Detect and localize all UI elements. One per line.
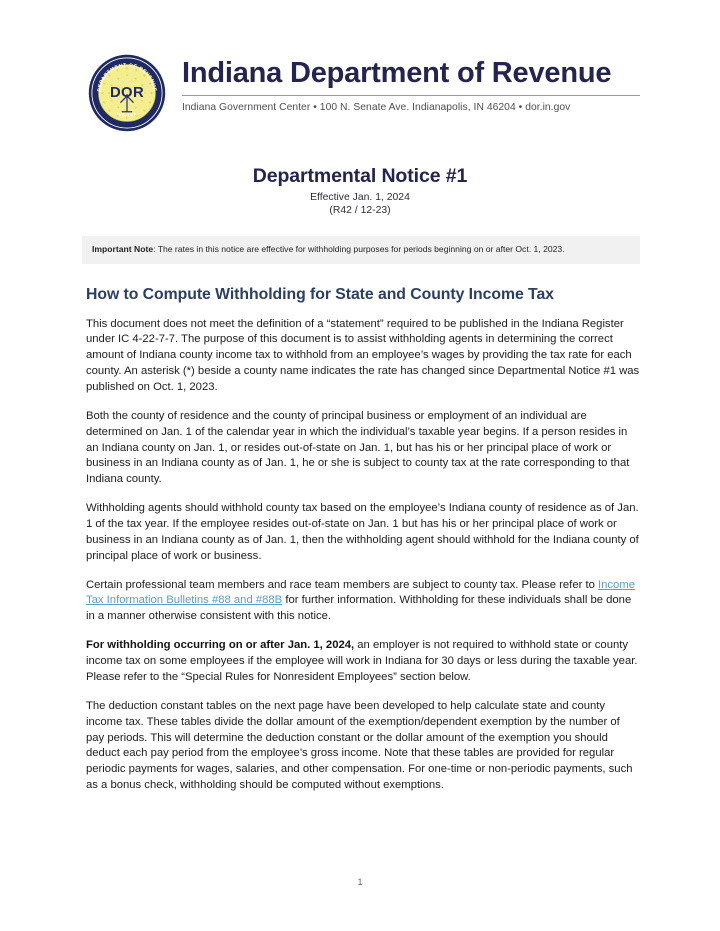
paragraph-team-members <box>86 578 640 626</box>
title-block <box>0 165 720 216</box>
important-note-text: The rates in this notice are effective for withholding purposes for periods beginning on or after Oct. 1, 2023. <box>157 244 565 254</box>
section-heading: How to Compute Withholding for State and County Income Tax <box>86 285 554 303</box>
team-members-text-after: for further information. Withholding for these individuals shall be done in a manner otherwise consistent with this notice. <box>86 594 632 623</box>
team-members-text-before: Certain professional team members and race team members are subject to county tax. Please refer to <box>86 578 598 591</box>
effective-date: Effective Jan. 1, 2024 <box>310 192 410 203</box>
revision-code: (R42 / 12-23) <box>329 205 391 216</box>
svg-text:DOR: DOR <box>109 84 145 101</box>
nonresident-rule-rest: an employer is not required to withhold state or county income tax on some employees if the employee will work in Indiana for 30 days or less during the taxable year. Please refer to the “Special Rules for Nonresident Employees” section below. <box>86 639 638 683</box>
agency-address: Indiana Government Center • 100 N. Senate Ave. Indianapolis, IN 46204 • dor.in.gov <box>182 102 571 114</box>
page-footer <box>0 877 720 887</box>
masthead <box>0 0 720 132</box>
paragraph-nonresident-rule <box>86 638 640 686</box>
svg-text:INDIANA: INDIANA <box>116 111 138 119</box>
paragraph-county-determination: Both the county of residence and the county of principal business or employment of an individual are determined on Jan. 1 of the calendar year in which the individual’s taxable year begins. If a person resides in an Indiana county on Jan. 1, or resides out-of-state on Jan. 1, but has his or her principal place of work or business in an Indiana county as of Jan. 1, he or she is subject to county tax at the rate corresponding to that Indiana county. <box>86 409 630 486</box>
paragraph-withholding-agents: Withholding agents should withhold county tax based on the employee’s Indiana county of residence as of Jan. 1 of the tax year. If the employee resides out-of-state on Jan. 1 but has his or her principal place of work or business in an Indiana county as of Jan. 1, then the withholding agent should withhold for the Indiana county of principal place of work or business. <box>86 502 639 562</box>
masthead-text <box>166 50 640 113</box>
document-title: Departmental Notice #1 <box>252 165 468 187</box>
page-number: 1 <box>357 877 363 887</box>
svg-text:DEPARTMENT OF REVENUE: DEPARTMENT OF REVENUE <box>97 63 157 93</box>
bulletins-link[interactable]: Income Tax Information Bulletins #88 and #88B <box>86 578 635 607</box>
paragraph-deduction-constant-tables: The deduction constant tables on the next page have been developed to help calculate state and county income tax. These tables divide the dollar amount of the exemption/dependent exemption by the number of pay periods. This will determine the deduction constant or the dollar amount of the exemption you should deduct each pay period from the employee’s gross income. Note that these tables are provided for regular periodic payments for wages, salaries, and other compensation. For one-time or non-periodic payments, such as a bonus check, withholding should be computed without exemptions. <box>86 699 633 792</box>
document-content <box>0 286 720 794</box>
paragraph-purpose: This document does not meet the definition of a “statement” required to be published in the Indiana Register under IC 4-22-7-7. The purpose of this document is to assist withholding agents in determining the correct amount of Indiana county income tax to withhold from an employee’s wages by providing the tax rate for each county. An asterisk (*) beside a county name indicates the rate has changed since Departmental Notice #1 was published on Oct. 1, 2023. <box>86 317 640 394</box>
important-note-label: Important Note <box>92 244 154 254</box>
dor-seal-icon <box>88 54 166 132</box>
important-note-banner <box>82 236 640 264</box>
important-note-separator: : <box>153 244 158 254</box>
agency-name: Indiana Department of Revenue <box>182 57 612 89</box>
nonresident-rule-lead: For withholding occurring on or after Jan. 1, 2024, <box>86 639 355 652</box>
masthead-divider <box>182 95 640 96</box>
